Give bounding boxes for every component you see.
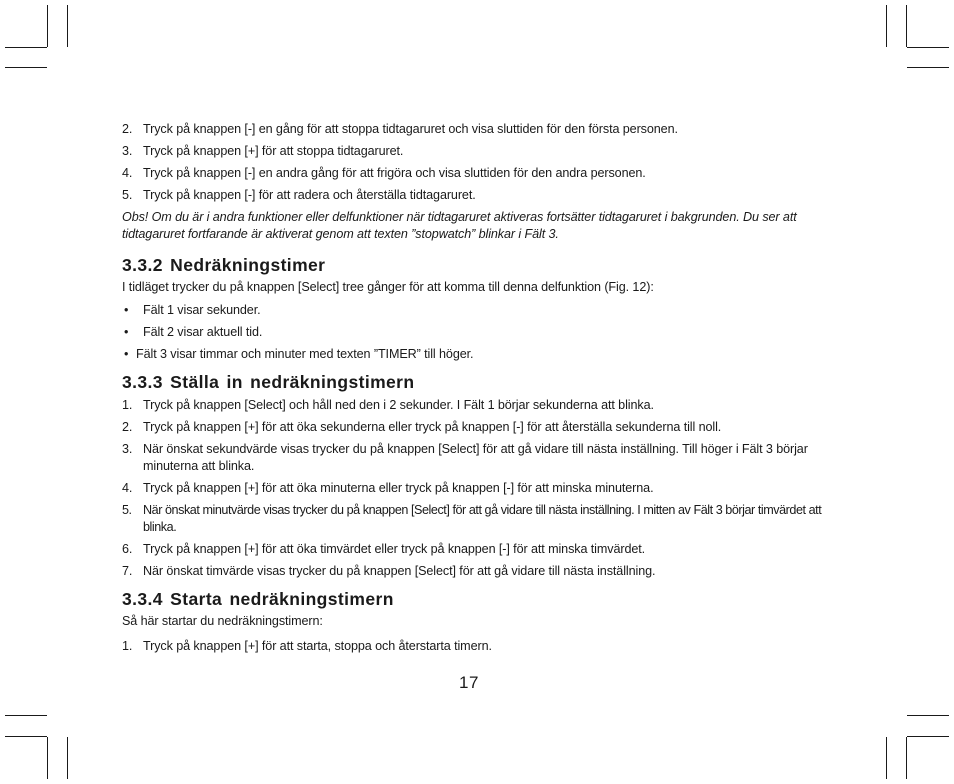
- list-item: [122, 121, 822, 138]
- bullet-text: Fält 2 visar aktuell tid.: [143, 325, 263, 339]
- step-text: Tryck på knappen [+] för att starta, stoppa och återstarta timern.: [143, 639, 492, 653]
- section-heading-3-3-2: 3.3.2 Nedräkningstimer: [122, 255, 326, 275]
- crop-mark-top-left-vertical-outer: [47, 5, 48, 47]
- crop-mark-top-right-vertical-inner: [886, 5, 887, 47]
- steps-list-continued: [122, 121, 822, 204]
- list-item: [122, 563, 822, 580]
- bullet-symbol: •: [124, 325, 129, 339]
- steps-list: [122, 397, 822, 580]
- crop-mark-bottom-right-vertical-inner: [886, 737, 887, 779]
- step-number: 4.: [122, 166, 133, 180]
- step-number: 3.: [122, 442, 133, 456]
- step-text: Tryck på knappen [+] för att öka sekunderna eller tryck på knappen [-] för att återställa sekunderna till noll.: [143, 420, 722, 434]
- crop-mark-bottom-right-vertical-outer: [906, 737, 907, 779]
- list-item: [122, 419, 822, 436]
- crop-mark-top-left-horizontal-lower: [5, 67, 47, 68]
- list-item: [122, 638, 822, 655]
- crop-mark-bottom-right-horizontal-lower: [907, 736, 949, 737]
- list-item: [122, 143, 822, 160]
- step-number: 5.: [122, 503, 132, 517]
- list-item: [122, 502, 822, 536]
- crop-mark-bottom-left-horizontal-lower: [5, 736, 47, 737]
- page-number: 17: [459, 673, 479, 692]
- step-text: Tryck på knappen [+] för att öka timvärdet eller tryck på knappen [-] för att minska timvärdet.: [143, 542, 646, 556]
- list-item: [122, 441, 822, 475]
- note-paragraph: Obs! Om du är i andra funktioner eller delfunktioner när tidtagaruret aktiveras fortsätter tidtagaruret i bakgrunden. Du ser att tidtagaruret fortfarande är aktiverat genom att texten ”stopwatch” blinkar i Fält 3.: [122, 210, 797, 241]
- section-heading-3-3-3: 3.3.3 Ställa in nedräkningstimern: [122, 372, 415, 392]
- step-number: 4.: [122, 481, 133, 495]
- crop-mark-top-left-vertical-inner: [67, 5, 68, 47]
- page-content: [122, 121, 822, 655]
- step-text: När önskat sekundvärde visas trycker du på knappen [Select] för att gå vidare till nästa inställning. Till höger i Fält 3 börjar minuterna att blinka.: [143, 442, 808, 473]
- list-item: [122, 346, 822, 363]
- step-text: Tryck på knappen [+] för att stoppa tidtagaruret.: [143, 144, 404, 158]
- crop-mark-top-right-horizontal-lower: [907, 67, 949, 68]
- list-item: [122, 165, 822, 182]
- list-item: [122, 324, 822, 341]
- list-item: [122, 541, 822, 558]
- bullet-text: Fält 1 visar sekunder.: [143, 303, 261, 317]
- step-text: Tryck på knappen [Select] och håll ned den i 2 sekunder. I Fält 1 börjar sekunderna att blinka.: [143, 398, 654, 412]
- list-item: [122, 187, 822, 204]
- step-text: Tryck på knappen [-] en andra gång för att frigöra och visa sluttiden för den andra personen.: [143, 166, 646, 180]
- crop-mark-top-right-horizontal-upper: [907, 47, 949, 48]
- crop-mark-bottom-left-vertical-outer: [47, 737, 48, 779]
- steps-list-start: [122, 638, 822, 655]
- bullet-symbol: •: [124, 303, 129, 317]
- step-number: 1.: [122, 639, 133, 653]
- step-text: När önskat minutvärde visas trycker du på knappen [Select] för att gå vidare till nästa inställning. I mitten av Fält 3 börjar timvärdet att blinka.: [143, 503, 822, 534]
- list-item: [122, 480, 822, 497]
- step-text: Tryck på knappen [-] en gång för att stoppa tidtagaruret och visa sluttiden för den första personen.: [143, 122, 678, 136]
- section-intro: Så här startar du nedräkningstimern:: [122, 614, 323, 628]
- crop-mark-bottom-left-horizontal-upper: [5, 715, 47, 716]
- step-number: 2.: [122, 122, 133, 136]
- crop-mark-top-right-vertical-outer: [906, 5, 907, 47]
- list-item: [122, 397, 822, 414]
- step-text: Tryck på knappen [+] för att öka minuterna eller tryck på knappen [-] för att minska minuterna.: [143, 481, 654, 495]
- step-number: 5.: [122, 188, 133, 202]
- step-text: Tryck på knappen [-] för att radera och återställa tidtagaruret.: [143, 188, 476, 202]
- bullet-symbol: •: [124, 347, 129, 361]
- step-number: 3.: [122, 144, 133, 158]
- step-number: 1.: [122, 398, 133, 412]
- step-number: 6.: [122, 542, 133, 556]
- crop-mark-bottom-right-horizontal-upper: [907, 715, 949, 716]
- list-item: [122, 302, 822, 319]
- bullet-text: Fält 3 visar timmar och minuter med texten ”TIMER” till höger.: [136, 347, 474, 361]
- crop-mark-top-left-horizontal-upper: [5, 47, 47, 48]
- step-number: 7.: [122, 564, 133, 578]
- section-intro: I tidläget trycker du på knappen [Select] tree gånger för att komma till denna delfunktion (Fig. 12):: [122, 280, 654, 294]
- crop-mark-bottom-left-vertical-inner: [67, 737, 68, 779]
- section-heading-3-3-4: 3.3.4 Starta nedräkningstimern: [122, 589, 394, 609]
- bullet-list: [122, 302, 822, 363]
- step-number: 2.: [122, 420, 133, 434]
- step-text: När önskat timvärde visas trycker du på knappen [Select] för att gå vidare till nästa inställning.: [143, 564, 656, 578]
